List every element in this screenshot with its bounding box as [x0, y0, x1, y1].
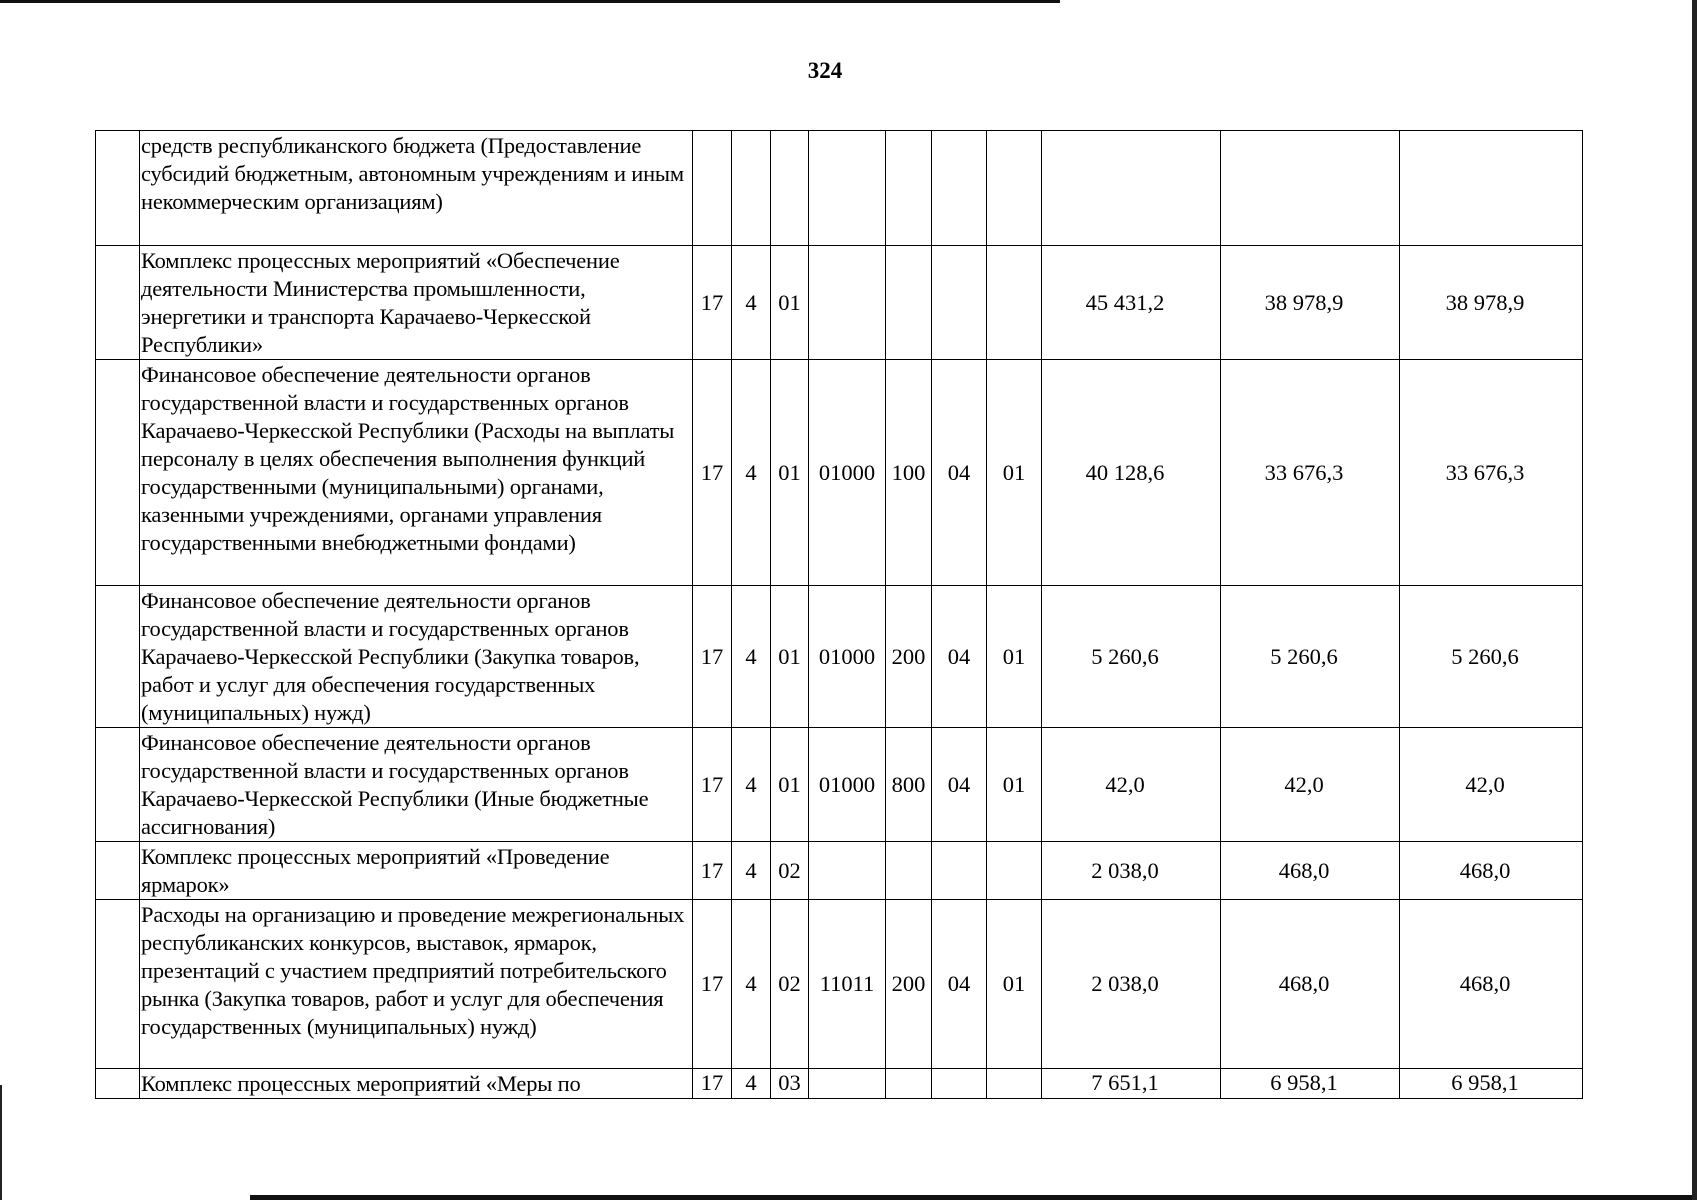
code-cell: [932, 842, 987, 900]
amount-cell: 45 431,2: [1042, 246, 1221, 360]
code-cell: 01: [987, 360, 1042, 586]
code-cell: 17: [693, 1069, 732, 1099]
code-cell: 01: [771, 728, 809, 842]
code-cell: [809, 246, 886, 360]
code-cell: [987, 131, 1042, 246]
amount-cell: 33 676,3: [1221, 360, 1400, 586]
code-cell: 17: [693, 728, 732, 842]
code-cell: 02: [771, 842, 809, 900]
amount-cell: 2 038,0: [1042, 900, 1221, 1069]
amount-cell: [1221, 131, 1400, 246]
code-cell: 01: [987, 900, 1042, 1069]
code-cell: 4: [732, 246, 771, 360]
budget-table: [95, 130, 1583, 1099]
amount-cell: 7 651,1: [1042, 1069, 1221, 1099]
code-cell: 04: [932, 360, 987, 586]
table-row: [96, 586, 1583, 728]
row-description: Комплекс процессных мероприятий «Проведение ярмарок»: [140, 842, 693, 900]
amount-cell: 38 978,9: [1400, 246, 1583, 360]
code-cell: [809, 1069, 886, 1099]
table-row: [96, 728, 1583, 842]
row-index-cell: [96, 131, 140, 246]
scan-edge-right: [1692, 0, 1697, 1200]
code-cell: [809, 131, 886, 246]
amount-cell: 42,0: [1221, 728, 1400, 842]
amount-cell: [1042, 131, 1221, 246]
amount-cell: 6 958,1: [1400, 1069, 1583, 1099]
amount-cell: [1400, 131, 1583, 246]
code-cell: [809, 842, 886, 900]
code-cell: 4: [732, 360, 771, 586]
code-cell: 01: [987, 586, 1042, 728]
code-cell: [987, 842, 1042, 900]
code-cell: 17: [693, 842, 732, 900]
code-cell: 17: [693, 900, 732, 1069]
amount-cell: 6 958,1: [1221, 1069, 1400, 1099]
code-cell: 04: [932, 586, 987, 728]
amount-cell: 5 260,6: [1400, 586, 1583, 728]
code-cell: 01000: [809, 728, 886, 842]
scan-edge-top: [0, 0, 1060, 3]
amount-cell: 5 260,6: [1042, 586, 1221, 728]
page-number: 324: [807, 58, 843, 83]
row-index-cell: [96, 246, 140, 360]
table-row: [96, 1069, 1583, 1099]
row-index-cell: [96, 900, 140, 1069]
code-cell: 01000: [809, 360, 886, 586]
code-cell: 4: [732, 900, 771, 1069]
code-cell: 800: [886, 728, 932, 842]
code-cell: 04: [932, 728, 987, 842]
code-cell: 02: [771, 900, 809, 1069]
code-cell: 100: [886, 360, 932, 586]
code-cell: 01000: [809, 586, 886, 728]
amount-cell: 468,0: [1400, 900, 1583, 1069]
table-row: [96, 131, 1583, 246]
code-cell: [987, 1069, 1042, 1099]
table-row: [96, 246, 1583, 360]
amount-cell: 42,0: [1400, 728, 1583, 842]
code-cell: 01: [771, 586, 809, 728]
scan-edge-bottom: [250, 1195, 1697, 1200]
code-cell: [886, 842, 932, 900]
code-cell: [932, 246, 987, 360]
code-cell: [693, 131, 732, 246]
amount-cell: 33 676,3: [1400, 360, 1583, 586]
code-cell: 01: [771, 246, 809, 360]
amount-cell: 5 260,6: [1221, 586, 1400, 728]
amount-cell: 38 978,9: [1221, 246, 1400, 360]
code-cell: 03: [771, 1069, 809, 1099]
table-row: [96, 842, 1583, 900]
amount-cell: 468,0: [1221, 842, 1400, 900]
row-description: Финансовое обеспечение деятельности органов государственной власти и государственных органов Карачаево-Черкесской Республики (Закупка товаров, работ и услуг для обеспечения государственных (муниципальных) нужд): [140, 586, 693, 728]
row-description: Расходы на организацию и проведение межрегиональных республиканских конкурсов, выставок, ярмарок, презентаций с участием предприятий потребительского рынка (Закупка товаров, работ и услуг для обеспечения государственных (муниципальных) нужд): [140, 900, 693, 1069]
code-cell: 4: [732, 1069, 771, 1099]
code-cell: 200: [886, 900, 932, 1069]
code-cell: 17: [693, 586, 732, 728]
code-cell: 11011: [809, 900, 886, 1069]
code-cell: 200: [886, 586, 932, 728]
code-cell: [932, 131, 987, 246]
amount-cell: 40 128,6: [1042, 360, 1221, 586]
code-cell: 4: [732, 842, 771, 900]
amount-cell: 42,0: [1042, 728, 1221, 842]
code-cell: [932, 1069, 987, 1099]
code-cell: 04: [932, 900, 987, 1069]
code-cell: 4: [732, 586, 771, 728]
amount-cell: 468,0: [1400, 842, 1583, 900]
row-description: Финансовое обеспечение деятельности органов государственной власти и государственных органов Карачаево-Черкесской Республики (Расходы на выплаты персоналу в целях обеспечения выполнения функций государственными (муниципальными) органами, казенными учреждениями, органами управления государственными внебюджетными фондами): [140, 360, 693, 586]
row-index-cell: [96, 1069, 140, 1099]
row-index-cell: [96, 728, 140, 842]
code-cell: [732, 131, 771, 246]
row-index-cell: [96, 360, 140, 586]
row-index-cell: [96, 586, 140, 728]
code-cell: 4: [732, 728, 771, 842]
row-description: Комплекс процессных мероприятий «Меры по: [140, 1069, 693, 1099]
code-cell: [771, 131, 809, 246]
code-cell: 17: [693, 360, 732, 586]
row-description: средств республиканского бюджета (Предоставление субсидий бюджетным, автономным учреждениям и иным некоммерческим организациям): [140, 131, 693, 246]
code-cell: [886, 131, 932, 246]
code-cell: 01: [987, 728, 1042, 842]
table-row: [96, 360, 1583, 586]
code-cell: 01: [771, 360, 809, 586]
code-cell: 17: [693, 246, 732, 360]
row-description: Финансовое обеспечение деятельности органов государственной власти и государственных органов Карачаево-Черкесской Республики (Иные бюджетные ассигнования): [140, 728, 693, 842]
amount-cell: 2 038,0: [1042, 842, 1221, 900]
row-index-cell: [96, 842, 140, 900]
code-cell: [886, 246, 932, 360]
code-cell: [886, 1069, 932, 1099]
code-cell: [987, 246, 1042, 360]
table-row: [96, 900, 1583, 1069]
row-description: Комплекс процессных мероприятий «Обеспечение деятельности Министерства промышленности, энергетики и транспорта Карачаево-Черкесской Республики»: [140, 246, 693, 360]
amount-cell: 468,0: [1221, 900, 1400, 1069]
scan-edge-left: [0, 1085, 2, 1200]
